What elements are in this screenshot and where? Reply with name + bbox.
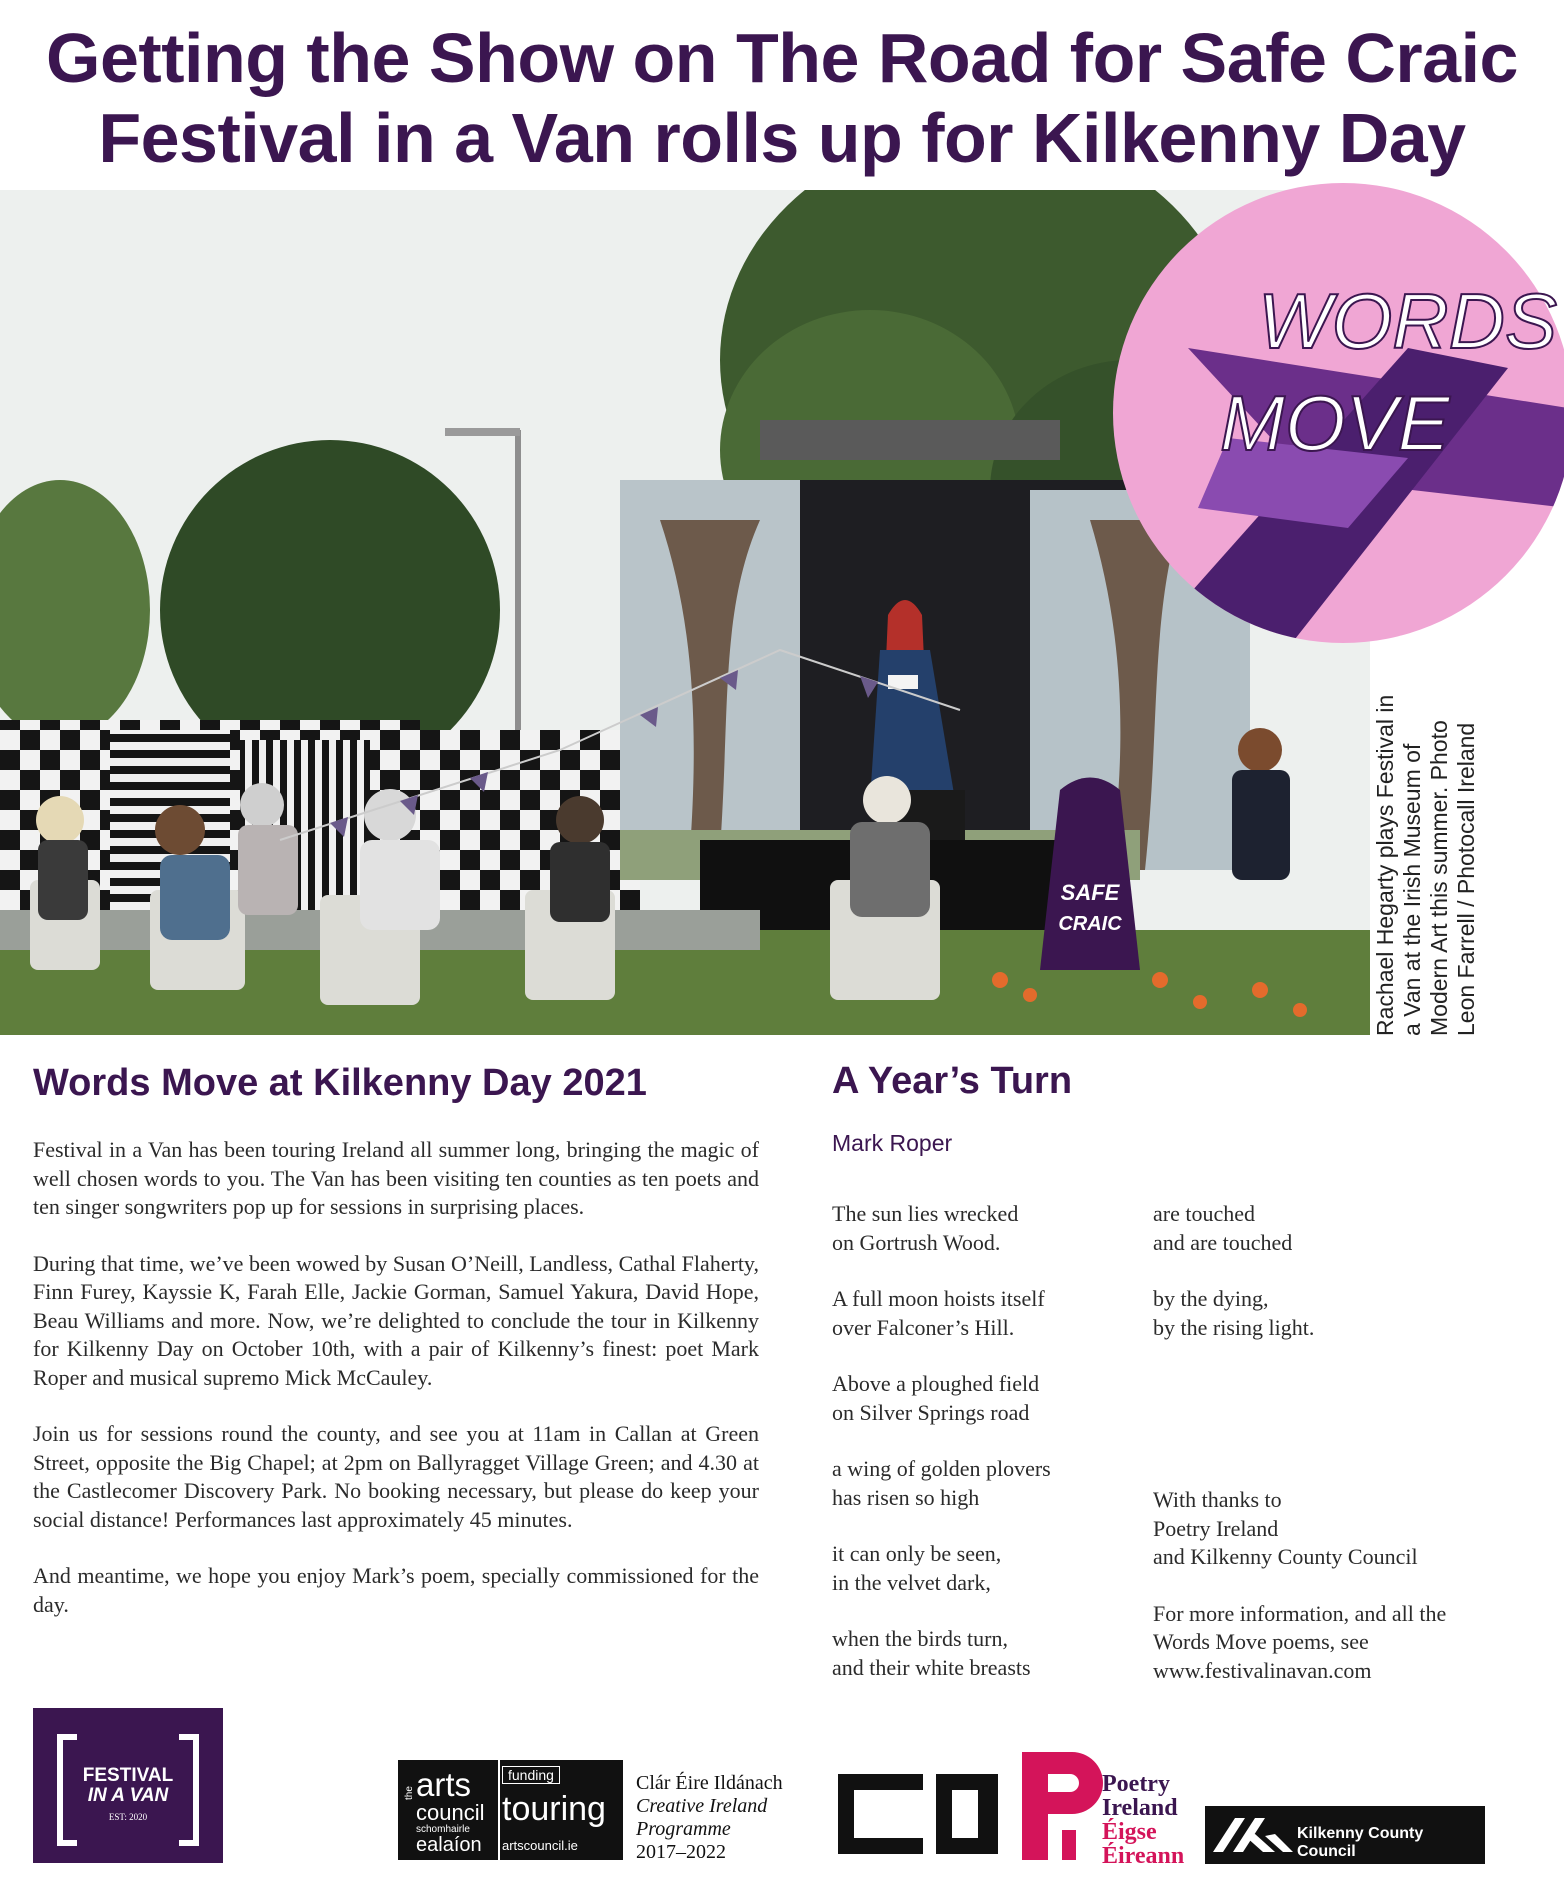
article-body xyxy=(33,1136,759,1647)
article-paragraph: Join us for sessions round the county, and see you at 11am in Callan at Green Street, opposite the Big Chapel; at 2pm on Ballyragget Village Green; and 4.30 at the Castlecomer Discovery Park. No booking necessary, but please do keep your social distance! Performances last approximately 45 minutes. xyxy=(33,1421,759,1532)
words-move-badge xyxy=(1108,178,1564,658)
poem-line: Above a ploughed field xyxy=(832,1371,1040,1396)
logo-text: arts xyxy=(416,1766,472,1803)
kilkenny-county-council-logo xyxy=(1205,1806,1485,1864)
poem-stanza xyxy=(832,1455,1132,1512)
logo-text: council xyxy=(416,1800,485,1825)
poem-column-left xyxy=(832,1200,1132,1710)
logo-text: Creative Ireland xyxy=(636,1795,768,1817)
logo-text: Éigse xyxy=(1102,1819,1157,1845)
sign-text-2: CRAIC xyxy=(1058,913,1122,935)
poem-line: The sun lies wrecked xyxy=(832,1201,1019,1226)
poem-title: A Year’s Turn xyxy=(832,1060,1073,1102)
badge-word-2: MOVE xyxy=(1220,379,1450,467)
poem-line: on Gortrush Wood. xyxy=(832,1229,1001,1255)
poem-author: Mark Roper xyxy=(832,1130,953,1156)
logo-text: Poetry xyxy=(1102,1771,1170,1797)
badge-word-1: WORDS xyxy=(1258,277,1557,365)
headline-line-1: Getting the Show on The Road for Safe Craic xyxy=(46,19,1518,97)
poem-line: it can only be seen, xyxy=(832,1541,1002,1566)
poem-stanza xyxy=(1153,1200,1483,1257)
logo-text: artscouncil.ie xyxy=(502,1838,578,1853)
thanks-line: Poetry Ireland xyxy=(1153,1515,1279,1541)
thanks-line: With thanks to xyxy=(1153,1487,1282,1512)
poem-line: a wing of golden plovers xyxy=(832,1456,1051,1481)
poem-line: are touched xyxy=(1153,1201,1255,1226)
poem-line: when the birds turn, xyxy=(832,1626,1008,1651)
poem-line: A full moon hoists itself xyxy=(832,1286,1045,1311)
logo-text: IN A VAN xyxy=(87,1785,169,1806)
poem-stanza xyxy=(832,1540,1132,1597)
logo-text: Kilkenny County Council xyxy=(1297,1825,1424,1860)
kilkenny-mark-icon xyxy=(1213,1816,1293,1854)
festival-in-a-van-logo xyxy=(33,1708,223,1863)
logo-text: ealaíon xyxy=(416,1834,482,1856)
arts-council-logo xyxy=(398,1760,623,1860)
poem-line: and are touched xyxy=(1153,1229,1293,1255)
poem-line: has risen so high xyxy=(832,1484,980,1510)
logo-text: schomhairle xyxy=(416,1824,470,1835)
logo-text: Clár Éire Ildánach xyxy=(636,1772,783,1794)
photo-credit: Rachael Hegarty plays Festival in a Van at the Irish Museum of Modern Art this summer. Photo Leon Farrell / Photocall Ireland xyxy=(1372,694,1479,1036)
more-info-text: For more information, and all the Words Move poems, see www.festivalinavan.com xyxy=(1153,1600,1447,1683)
poem-stanza xyxy=(832,1370,1132,1427)
sign-text-1: SAFE xyxy=(1060,880,1120,905)
logo-text: Éireann xyxy=(1102,1843,1185,1869)
logo-divider xyxy=(498,1760,500,1860)
poem-line: in the velvet dark, xyxy=(832,1569,991,1595)
logo-text: 2017–2022 xyxy=(636,1841,726,1863)
article-paragraph: Festival in a Van has been touring Ireland all summer long, bringing the magic of well chosen words to you. The Van has been visiting ten counties as ten poets and ten singer songwriters pop up for sessions in surprising places. xyxy=(33,1137,759,1219)
creative-ireland-logo xyxy=(636,1772,826,1864)
logo-est: EST: 2020 xyxy=(108,1812,148,1822)
poem-line: by the dying, xyxy=(1153,1286,1269,1311)
logo-text: the xyxy=(404,1786,415,1800)
poem-line: on Silver Springs road xyxy=(832,1399,1030,1425)
poem-line: and their white breasts xyxy=(832,1654,1031,1680)
poem-stanza xyxy=(1153,1285,1483,1342)
logo-text: funding xyxy=(502,1766,560,1784)
poetry-ireland-logo xyxy=(1102,1772,1184,1868)
logo-text: Programme xyxy=(636,1818,731,1840)
poem-stanza xyxy=(832,1625,1132,1682)
article-title: Words Move at Kilkenny Day 2021 xyxy=(33,1062,647,1104)
article-paragraph: During that time, we’ve been wowed by Susan O’Neill, Landless, Cathal Flaherty, Finn Furey, Kayssie K, Farah Elle, Jackie Gorman, Samuel Yakura, David Hope, Beau Williams and more. Now, we’re delighted to conclude the tour in Kilkenny for Kilkenny Day on October 10th, with a pair of Kilkenny’s finest: poet Mark Roper and musical supremo Mick McCauley. xyxy=(33,1250,759,1390)
thanks-notes xyxy=(1153,1486,1483,1713)
headline-line-2: Festival in a Van rolls up for Kilkenny Day xyxy=(98,99,1466,177)
poem-line: by the rising light. xyxy=(1153,1314,1315,1340)
poem-line: over Falconer’s Hill. xyxy=(832,1314,1015,1340)
poem-stanza xyxy=(832,1285,1132,1342)
article-paragraph: And meantime, we hope you enjoy Mark’s poem, specially commissioned for the day. xyxy=(33,1563,759,1617)
poem-column-right xyxy=(1153,1200,1483,1370)
logo-text: FESTIVAL xyxy=(82,1765,174,1786)
thanks-block xyxy=(1153,1486,1483,1572)
logo-text: Ireland xyxy=(1102,1795,1178,1821)
poetry-ireland-p-icon xyxy=(1022,1752,1104,1860)
logo-text: touring xyxy=(502,1790,606,1828)
poem-stanza xyxy=(832,1200,1132,1257)
thanks-line: and Kilkenny County Council xyxy=(1153,1544,1418,1569)
ci-logo xyxy=(838,1774,998,1854)
